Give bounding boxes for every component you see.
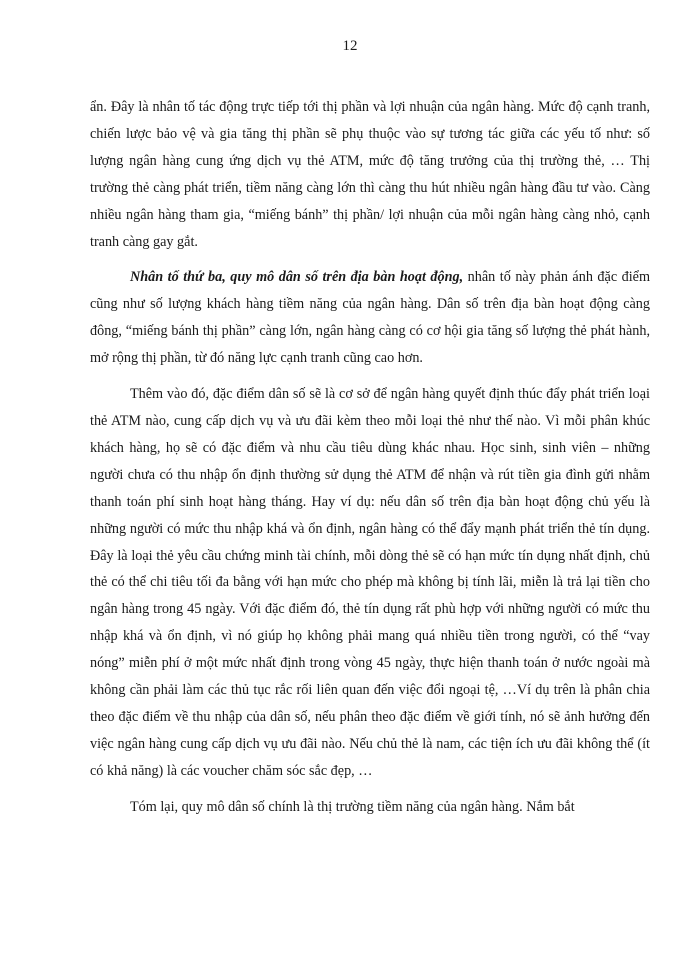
paragraph-2-text: nhân tố này phản ánh đặc điểm cũng như số lượng khách hàng tiềm năng của ngân hàng. Dân số trên địa bàn hoạt động càng đông, “miếng bánh thị phần” càng lớn, ngân hàng càng có cơ hội gia tăng số lượng thẻ phát hành, mở rộng thị phần, từ đó năng lực cạnh tranh cũng cao hơn. <box>90 269 651 367</box>
paragraph-3: Thêm vào đó, đặc điểm dân số sẽ là cơ sở để ngân hàng quyết định thúc đẩy phát triển loại thẻ ATM nào, cung cấp dịch vụ và ưu đãi kèm theo mỗi loại thẻ như thế nào. Vì mỗi phân khúc khách hàng, họ sẽ có đặc điểm và nhu cầu tiêu dùng khác nhau. Học sinh, sinh viên – những người chưa có thu nhập ổn định thường sử dụng thẻ ATM để nhận và rút tiền gia đình gửi nhằm thanh toán phí sinh hoạt hàng tháng. Hay ví dụ: nếu dân số trên địa bàn hoạt động chủ yếu là những người có mức thu nhập khá và ổn định, ngân hàng có thể đẩy mạnh phát triển thẻ tín dụng. Đây là loại thẻ yêu cầu chứng minh tài chính, mỗi dòng thẻ sẽ có hạn mức tín dụng nhất định, chủ thẻ có thể chi tiêu tối đa bằng với hạn mức cho phép mà không bị tính lãi, miễn là trả lại tiền cho ngân hàng trong 45 ngày. Với đặc điểm đó, thẻ tín dụng rất phù hợp với những người có mức thu nhập khá và ổn định, vì nó giúp họ không phải mang quá nhiều tiền trong người, có thể “vay nóng” miễn phí ở một mức nhất định trong vòng 45 ngày, thực hiện thanh toán ở nước ngoài mà không cần phải làm các thủ tục rắc rối liên quan đến việc đổi ngoại tệ, …Ví dụ trên là phân chia theo đặc điểm về thu nhập của dân số, nếu phân theo đặc điểm về giới tính, nó sẽ ảnh hưởng đến việc ngân hàng cung cấp dịch vụ ưu đãi nào. Nếu chủ thẻ là nam, các tiện ích ưu đãi không thể (ít có khả năng) là các voucher chăm sóc sắc đẹp, … <box>90 386 650 779</box>
paragraph-1: ẩn. Đây là nhân tố tác động trực tiếp tới thị phần và lợi nhuận của ngân hàng. Mức độ cạnh tranh, chiến lược bảo vệ và gia tăng thị phần sẽ phụ thuộc vào sự tương tác giữa các yếu tố như: số lượng ngân hàng cung ứng dịch vụ thẻ ATM, mức độ tăng trưởng của thị trường thẻ, … Thị trường thẻ càng phát triển, tiềm năng càng lớn thì càng thu hút nhiều ngân hàng đầu tư vào. Càng nhiều ngân hàng tham gia, “miếng bánh” thị phần/ lợi nhuận của mỗi ngân hàng càng nhỏ, cạnh tranh càng gay gắt. <box>90 99 650 250</box>
paragraph-4: Tóm lại, quy mô dân số chính là thị trường tiềm năng của ngân hàng. Nắm bắt <box>130 798 575 815</box>
paragraph-2-emphasis: Nhân tố thứ ba, quy mô dân số trên địa bàn hoạt động, <box>130 269 464 286</box>
page-number: 12 <box>342 38 358 54</box>
document-body <box>90 94 650 830</box>
paragraph-2 <box>90 264 650 372</box>
